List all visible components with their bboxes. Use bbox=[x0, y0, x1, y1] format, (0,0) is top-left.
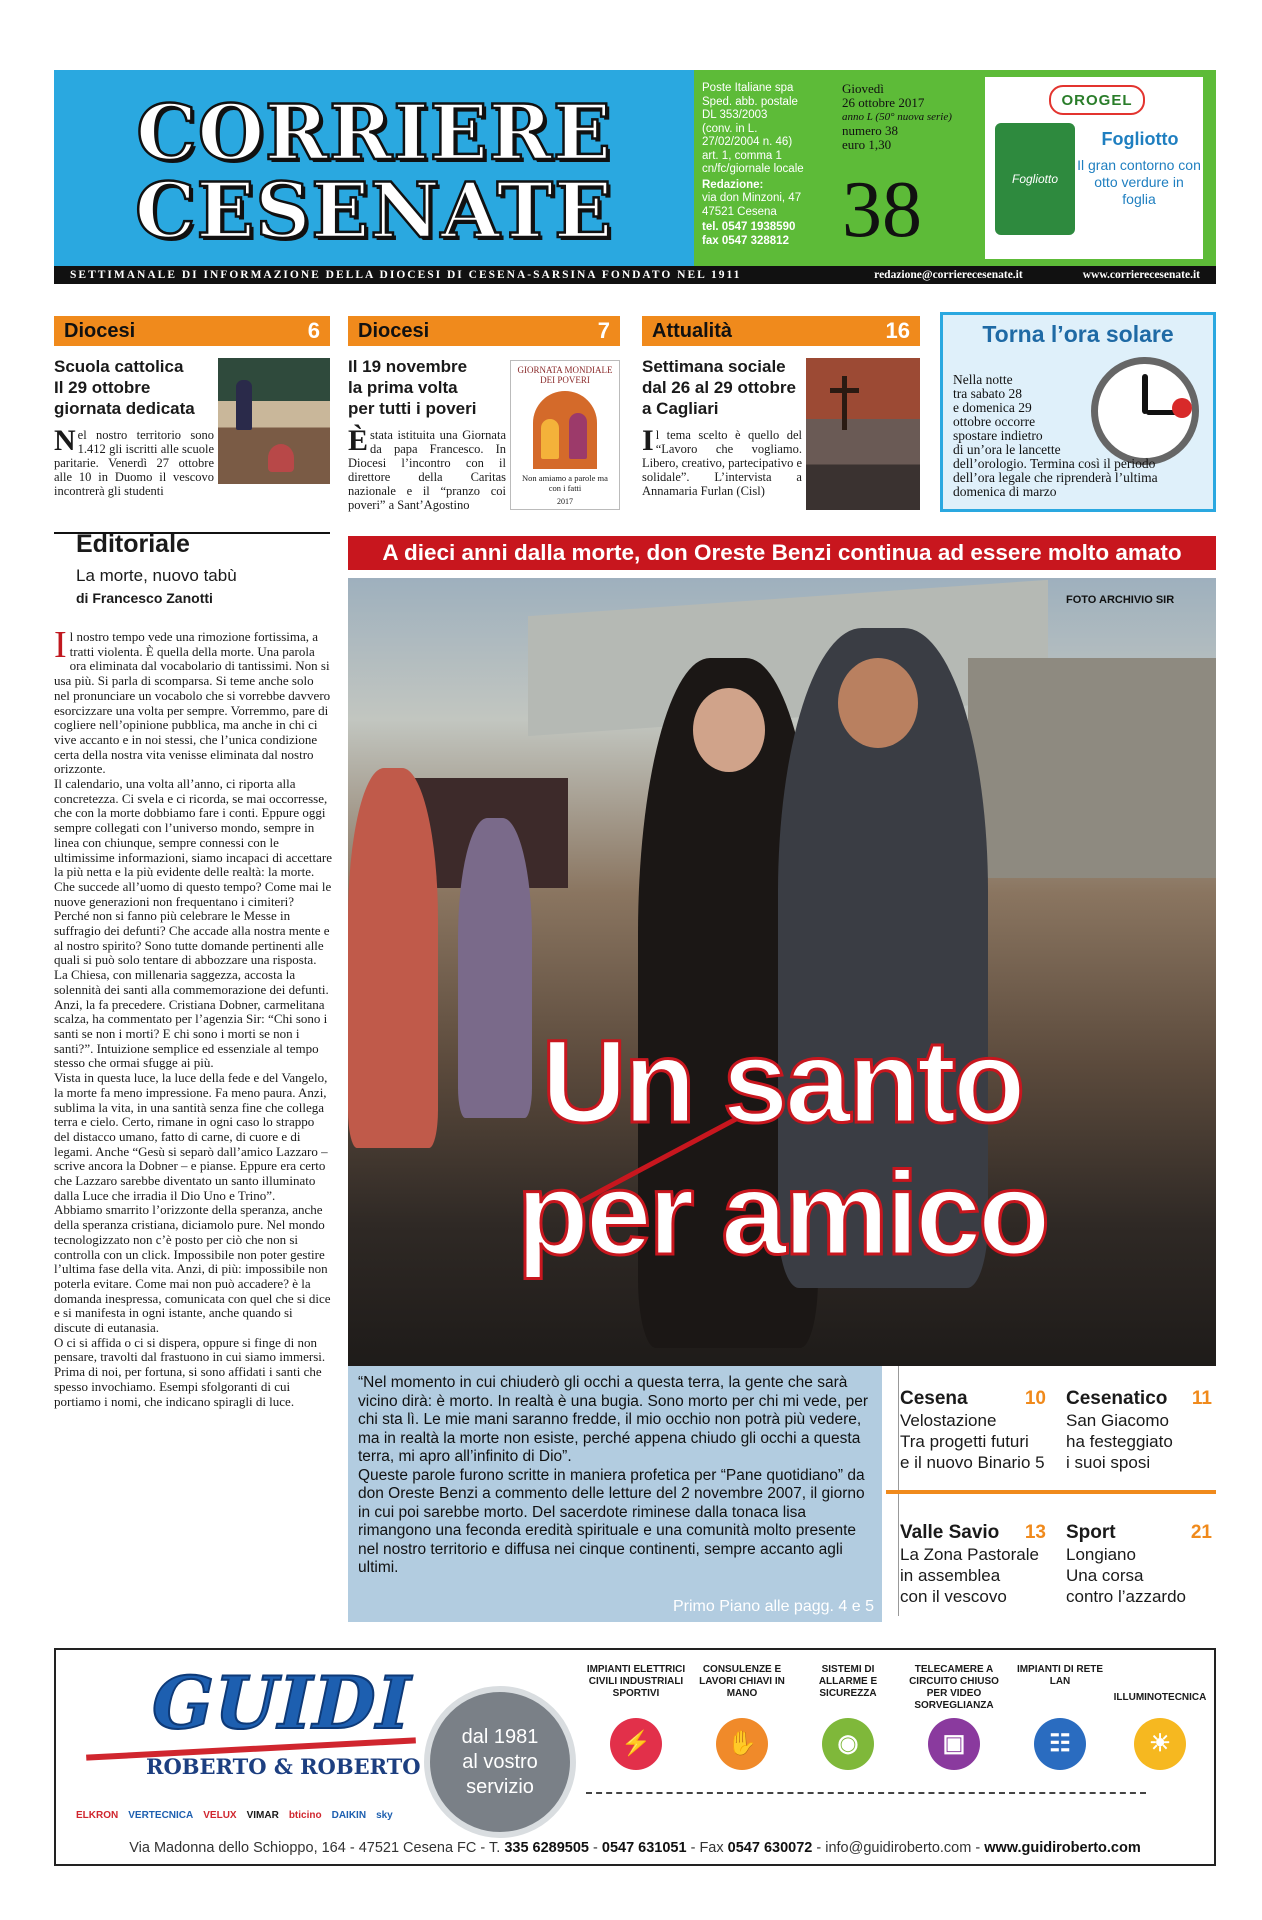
phone: tel. 0547 1938590 bbox=[702, 221, 796, 233]
ad-phone-2[interactable]: 0547 631051 bbox=[601, 1840, 687, 1856]
guidi-logo: GUIDI bbox=[142, 1660, 421, 1745]
guidi-ad[interactable] bbox=[54, 1648, 1216, 1866]
page-number: 16 bbox=[885, 318, 910, 343]
caravan bbox=[968, 658, 1216, 878]
postal-info: Poste Italiane spa Sped. abb. postale DL 353/2003 (conv. in L. 27/02/2004 n. 46) art. 1, comma 1 cn/fc/giornale locale Redazione: via don Minzoni, 47 47521 Cesena tel. 0547 1938590 fax 0547 328812 bbox=[702, 82, 822, 248]
website-link[interactable]: www.corrierecesenate.it bbox=[1082, 269, 1200, 281]
since-badge: dal 1981 al vostro servizio bbox=[424, 1686, 576, 1838]
logo-arch bbox=[533, 391, 597, 469]
ad-contact-line: Via Madonna dello Schioppo, 164 - 47521 Cesena FC - T. 335 6289505 - 0547 631051 - Fax 0547 630072 - info@guidiroberto.com - www.guidiroberto.com bbox=[129, 1840, 1141, 1856]
issue-info bbox=[842, 82, 982, 152]
fax: fax 0547 328812 bbox=[702, 234, 789, 247]
teaser-text: Èstata istituita una Giornata da papa Francesco. In Diocesi l’incontro con il direttore della Caritas nazionale e il “pranzo coi poveri” a Sant’Agostino bbox=[348, 424, 506, 512]
issue-number-label: numero 38 bbox=[842, 123, 898, 138]
section-tab: Attualità 16 bbox=[642, 316, 920, 346]
student-figure bbox=[268, 444, 294, 472]
ad-email[interactable]: - info@guidiroberto.com - bbox=[816, 1840, 981, 1856]
quote-context: Queste parole furono scritte in maniera profetica per “Pane quotidiano” da don Oreste Benzi a commento delle letture del 2 novembre 2007, il giorno in cui poi sarebbe morto. Del sacerdote riminese dalla tonaca lisa rimangono una feconda eredità spirituale e una comunità molto presente nel nostro territorio e diffusa nei cinque continenti, sempre accanto agli ultimi. bbox=[358, 1466, 865, 1576]
email-link[interactable]: redazione@corrierecesenate.it bbox=[874, 269, 1023, 281]
issue-day: Giovedì bbox=[842, 81, 884, 96]
camera-icon: ▣ bbox=[928, 1718, 980, 1770]
editoriale-author: di Francesco Zanotti bbox=[76, 590, 213, 606]
alarm-icon: ◉ bbox=[822, 1718, 874, 1770]
issue-series: anno L (50° nuova serie) bbox=[842, 111, 952, 123]
main-headline[interactable]: Un santo per amico bbox=[516, 1016, 1048, 1280]
box-divider-horizontal bbox=[886, 1490, 1216, 1494]
box-cesena[interactable]: Cesena 10 Velostazione Tra progetti futuri e il nuovo Binario 5 bbox=[900, 1388, 1046, 1472]
issue-date: 26 ottobre 2017 bbox=[842, 95, 925, 110]
man-face bbox=[838, 658, 918, 748]
service-lighting: ILLUMINOTECNICA ☀ bbox=[1108, 1664, 1212, 1770]
partner-brands: ELKRON VERTECNICA VELUX VIMAR bticino DAIKIN sky bbox=[76, 1810, 393, 1821]
issue-number: 38 bbox=[842, 166, 922, 254]
priest-face bbox=[693, 688, 765, 772]
ad-phone-1[interactable]: 335 6289505 bbox=[504, 1840, 589, 1856]
ad-fax: 0547 630072 bbox=[727, 1840, 813, 1856]
service-alarm: SISTEMI DI ALLARME E SICUREZZA ◉ bbox=[798, 1664, 898, 1770]
quote-text: “Nel momento in cui chiuderò gli occhi a questa terra, la gente che sarà vicino dirà: è morto. In realtà è una bugia. Sono morto per chi mi vede, per chi sta lì. Le mie mani saranno fredde, il mio occhio non potrà più vedere, ma in realtà la morte non esiste, perché appena chiudo gli occhi a questa terra, mi apro all’infinito di Dio”. bbox=[358, 1374, 869, 1465]
service-lan: IMPIANTI DI RETE LAN ☷ bbox=[1010, 1664, 1110, 1770]
product-pack-image: Fogliotto bbox=[995, 123, 1075, 235]
benzi-quote-box bbox=[348, 1366, 882, 1622]
teaser-text: Nel nostro territorio sono 1.412 gli iscritti alle scuole paritarie. Venerdì 27 ottobre alle 10 in Duomo il vescovo incontrerà gli studenti bbox=[54, 424, 214, 498]
service-electric: IMPIANTI ELETTRICI CIVILI INDUSTRIALI SPORTIVI ⚡ bbox=[586, 1664, 686, 1770]
classroom-photo bbox=[218, 358, 330, 484]
newspaper-title bbox=[54, 74, 694, 270]
title-line-1: CORRIERE bbox=[136, 88, 612, 177]
redazione-label: Redazione: bbox=[702, 178, 764, 191]
guidi-subtitle: ROBERTO & ROBERTO bbox=[146, 1754, 421, 1779]
teaser-title: Il 19 novembre la prima volta per tutti i poveri bbox=[348, 357, 477, 418]
teaser-text: Il tema scelto è quello del “Lavoro che vogliamo. Libero, creativo, partecipativo e solidale”. L’intervista a Annamaria Furlan (Cisl) bbox=[642, 424, 802, 498]
box-sport[interactable]: Sport 21 Longiano Una corsa contro l’azzardo bbox=[1066, 1522, 1212, 1606]
giornata-poveri-logo: GIORNATA MONDIALE DEI POVERI Non amiamo a parole ma con i fatti 2017 bbox=[510, 360, 620, 510]
primo-piano-ref[interactable]: Primo Piano alle pagg. 4 e 5 bbox=[672, 1598, 874, 1615]
handshake-icon: ✋ bbox=[716, 1718, 768, 1770]
box-cesenatico[interactable]: Cesenatico 11 San Giacomo ha festeggiato i suoi sposi bbox=[1066, 1388, 1212, 1472]
orogel-logo: OROGEL bbox=[1049, 85, 1145, 115]
bulb-icon: ☀ bbox=[1134, 1718, 1186, 1770]
page-number: 7 bbox=[597, 318, 610, 343]
teaser-scuola[interactable] bbox=[54, 316, 330, 524]
cross-icon bbox=[842, 376, 847, 430]
section-tab: Diocesi 7 bbox=[348, 316, 620, 346]
network-icon: ☷ bbox=[1034, 1718, 1086, 1770]
masthead-info-panel bbox=[694, 70, 1216, 266]
section-tab: Diocesi 6 bbox=[54, 316, 330, 346]
service-cctv: TELECAMERE A CIRCUITO CHIUSO PER VIDEO SORVEGLIANZA ▣ bbox=[904, 1664, 1004, 1770]
title-line-2: CESENATE bbox=[135, 166, 613, 255]
product-name: Fogliotto bbox=[1101, 129, 1179, 149]
ad-website[interactable]: www.guidiroberto.com bbox=[984, 1840, 1141, 1856]
masthead bbox=[54, 70, 1216, 284]
ora-solare-box[interactable] bbox=[940, 312, 1216, 512]
box-valle-savio[interactable]: Valle Savio 13 La Zona Pastorale in assemblea con il vescovo bbox=[900, 1522, 1046, 1606]
tagline: SETTIMANALE DI INFORMAZIONE DELLA DIOCESI DI CESENA-SARSINA FONDATO NEL 1911 bbox=[70, 269, 742, 281]
lightning-icon: ⚡ bbox=[610, 1718, 662, 1770]
teaser-settimana-sociale[interactable] bbox=[642, 316, 920, 524]
main-story-banner[interactable]: A dieci anni dalla morte, don Oreste Benzi continua ad essere molto amato bbox=[348, 536, 1216, 570]
ora-solare-text: Nella notte tra sabato 28 e domenica 29 ottobre occorre spostare indietro di un’ora le lancette dell’orologio. Termina così il periodo dell’ora legale che riprenderà l’ultima domenica di marzo bbox=[953, 372, 1158, 499]
teaser-title: Scuola cattolica Il 29 ottobre giornata dedicata bbox=[54, 357, 195, 418]
editoriale-label: Editoriale bbox=[76, 530, 190, 558]
page-number: 6 bbox=[307, 318, 320, 343]
service-consulting: CONSULENZE E LAVORI CHIAVI IN MANO ✋ bbox=[692, 1664, 792, 1770]
ora-solare-title: Torna l’ora solare bbox=[982, 321, 1174, 347]
issue-price: euro 1,30 bbox=[842, 137, 892, 152]
product-claim: Il gran contorno con otto verdure in foglia bbox=[1077, 157, 1201, 207]
photo-credit: FOTO ARCHIVIO SIR bbox=[1066, 594, 1175, 606]
teaser-title: Settimana sociale dal 26 al 29 ottobre a Cagliari bbox=[642, 357, 796, 418]
service-connector bbox=[586, 1792, 1146, 1794]
editoriale-subtitle: La morte, nuovo tabù bbox=[76, 566, 237, 585]
masthead-footer bbox=[54, 266, 1216, 284]
editoriale-body: Il nostro tempo vede una rimozione fortissima, a tratti violenta. È quella della morte. Una parola ora eliminata dal vocabolario di tantissimi. Non si usa più. Si parla di scomparsa. Si teme anche solo nel pronunciare un vocabolo che si vorrebbe davvero esorcizzare una volta per sempre. Vorremmo, pare di cogliere nell’opinione pubblica, ma anche in chi ci vive accanto e in noi stessi, che l’unica condizione certa della nostra vita venisse eliminata dal nostro orizzonte. Il calendario, una volta all’anno, ci riporta alla concretezza. Ci svela e ci ricorda, se mai occorresse, che con la morte dobbiamo fare i conti. Eppure oggi sempre collegati con l’universo mondo, sempre in linea con chiunque, sempre connessi con le ultimissime informazioni, siamo incapaci di accettare la più netta e la più evidente delle realtà: la morte. Che succede all’uomo di questo tempo? Come mai le nuove generazioni non frequentano i cimiteri? Perché non si fanno più celebrare le Messe in suffragio dei defunti? Che accade alla nostra mente e al nostro spirito? Sono tutte domande pertinenti alle quali si può solo tentare di abbozzare una risposta. La Chiesa, con millenaria saggezza, accosta la solennità dei santi alla commemorazione dei defunti. Anzi, la fa precedere. Cristiana Dobner, carmelitana scalza, ha commentato per l’agenzia Sir: “Chi sono i santi se non i morti? E chi sono i morti se non i santi?”. Intuizione semplice ed essenziale al tempo stesso che ormai sfugge ai più. Vista in questa luce, la luce della fede e del Vangelo, la morte fa meno impressione. Fa meno paura. Anzi, sublima la vita, in una santità senza fine che collega terra e cielo. Certo, rimane in ogni caso lo strappo del distacco umano, fatto di carne, di cuore e di legami. Anche “Gesù si separò dall’amico Lazzaro – scrive ancora la Dobner – e pianse. Eppure era certo che Lazzaro sarebbe diventato un santo illuminato dalla Luce che irradia il Dio Uno e Trino”. Abbiamo smarrito l’orizzonte della speranza, anche della speranza cristiana, diciamolo pure. Nel mondo tecnologizzato non c’è posto per ciò che non si controlla con un click. Impossibile non poter gestire l’ultima fase della vita. Anzi, di più: impossibile non poterla evitare. Come mai non può accadere? è la domanda inespressa, comunicata con quel che si dice e si manifesta in ogni istante, anche quando si discute di eutanasia. O ci si affida o ci si dispera, oppure si finge di non pensare, travolti dal frastuono in cui siamo immersi. Prima di noi, per fortuna, si sono affidati i santi che spesso invochiamo. Esempi sfolgoranti di cui portiamo i nomi, che indicano spiragli di luce. bbox=[54, 624, 332, 1409]
teaser-poveri[interactable] bbox=[348, 316, 620, 524]
orogel-ad[interactable] bbox=[980, 72, 1208, 264]
crowd-photo bbox=[806, 358, 920, 510]
teacher-figure bbox=[236, 380, 252, 430]
